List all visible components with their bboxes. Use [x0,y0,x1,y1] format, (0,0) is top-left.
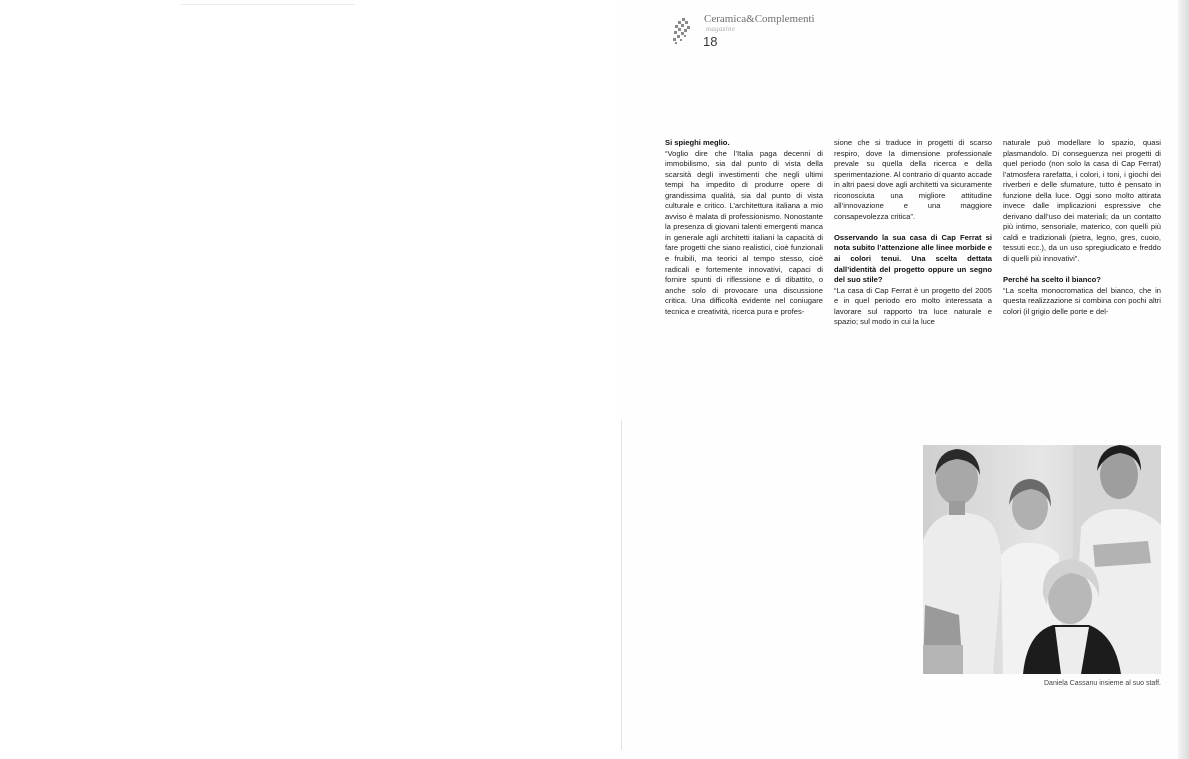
article-column-1 [665,138,823,317]
interview-question: Perché ha scelto il bianco? [1003,275,1101,285]
checker-logo-icon [672,18,692,44]
page-number: 18 [703,34,718,49]
interview-question: Osservando la sua casa di Cap Ferrat si nota subito l’attenzione alle linee morbide e ai colori tenui. Una scelta dettata dall’identità del progetto oppure un segno del suo stile? [834,232,992,285]
interview-answer: sione che si traduce in progetti di scarso respiro, dove la dimensione professionale prevale su quella della ricerca e della sperimentazione. Al contrario di quanto accade in altri paesi dove agli architetti va sicuramente riconosciuta una migliore attitudine all’innovazione e una maggiore consapevolezza critica”. [834,138,992,221]
brand-name: Ceramica&Complementi [704,13,815,25]
article-column-2 [834,138,992,328]
page-gutter [621,420,622,750]
brand-subtitle: magazine [706,25,736,33]
interview-answer: naturale può modellare lo spazio, quasi plasmandolo. Di conseguenza nei progetti di quel periodo (non solo la casa di Cap Ferrat) l’atmosfera rarefatta, i colori, i toni, i giochi dei riverberi e delle sfumature, tutto è pensato in funzione della luce. Oggi sono molto attirata invece dalle implicazioni espressive che derivano dall’uso dei materiali; da un contatto più intimo, sensoriale, materico, con quelli più caldi e tradizionali (pietra, legno, gres, cuoio, tessuti ecc.), da un uso spregiudicato e freddo di quelli più innovativi”. [1003,138,1161,264]
page-edge-shadow [1178,0,1189,759]
magazine-header [672,12,842,52]
photo-caption: Daniela Cassanu insieme al suo staff. [1044,680,1161,687]
staff-photo-illustration [923,445,1161,674]
scan-artifact-line [180,4,355,5]
interview-answer: “La scelta monocromatica del bianco, che in questa realizzazione si combina con pochi altri colori (il grigio delle porte e del- [1003,285,1161,316]
interview-answer: “La casa di Cap Ferrat è un progetto del 2005 e in quel periodo ero molto interessata a lavorare sul rapporto tra luce naturale e spazio; sul modo in cui la luce [834,285,992,327]
staff-photo [923,445,1161,674]
paragraph-spacer [1003,265,1161,276]
paragraph-spacer [834,222,992,233]
interview-answer: “Voglio dire che l’Italia paga decenni di immobilismo, sia dal punto di vista della scarsità degli investimenti che negli ultimi tempi ha impedito di produrre opere di grandissima qualità, sia dal punto di vista culturale e critico. L’architettura italiana a mio avviso è malata di professionismo. Nonostante la presenza di giovani talenti emergenti manca in generale agli architetti italiani la capacità di fare progetti che siano realistici, cioè funzionali e fruibili, ma teorici al tempo stesso, cioè radicali e fortemente innovativi, capaci di fornire spunti di riflessione e di dibattito, o anche solo di provocare una discussione critica. Una difficoltà evidente nel coniugare tecnica e creatività, ricerca pura e profes- [665,148,823,316]
interview-question: Si spieghi meglio. [665,138,730,147]
article-column-3 [1003,138,1161,317]
